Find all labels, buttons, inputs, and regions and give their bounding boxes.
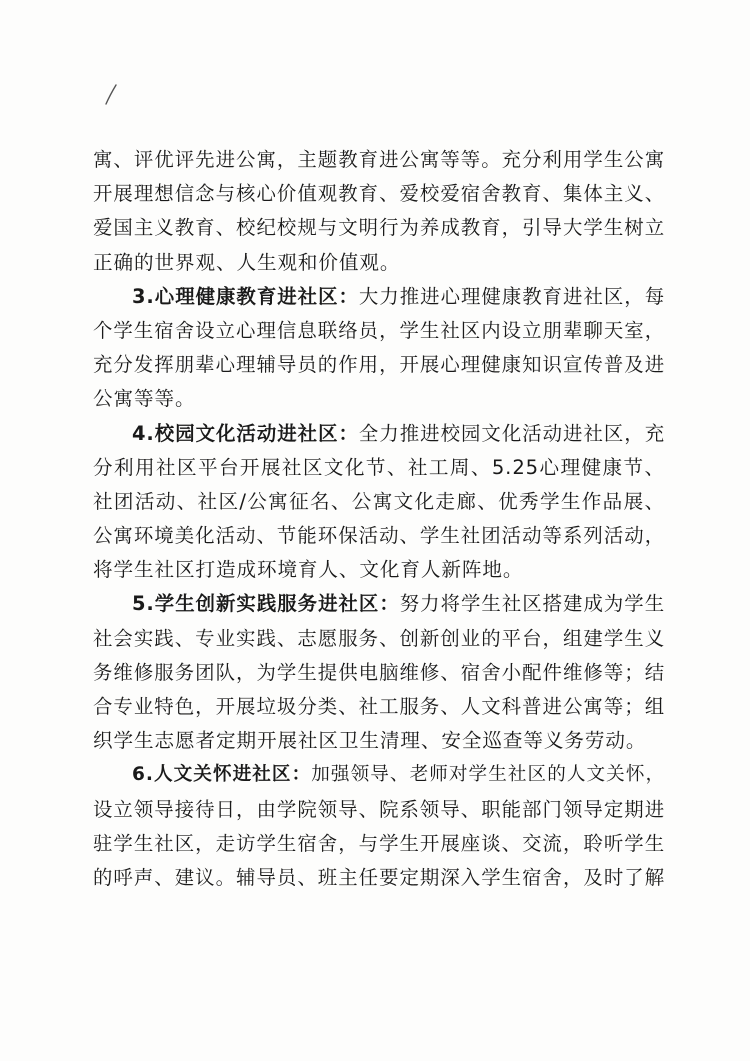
line-text: 社会实践、专业实践、志愿服务、创新创业的平台，组建学生义 bbox=[93, 626, 665, 650]
section-heading: 3.心理健康教育进社区： bbox=[132, 284, 359, 308]
line-text: 个学生宿舍设立心理信息联络员，学生社区内设立朋辈聊天室， bbox=[93, 318, 665, 342]
line-text: 驻学生社区，走访学生宿舍，与学生开展座谈、交流，聆听学生 bbox=[93, 831, 665, 855]
text-line bbox=[93, 314, 665, 348]
line-text: 设立领导接待日，由学院领导、院系领导、职能部门领导定期进 bbox=[93, 797, 665, 821]
line-text: 全力推进校园文化活动进社区，充 bbox=[358, 421, 665, 445]
line-text: 加强领导、老师对学生社区的人文关怀， bbox=[311, 764, 665, 786]
line-text: 务维修服务团队，为学生提供电脑维修、宿舍小配件维修等；结 bbox=[93, 660, 665, 684]
line-text: 公寓环境美化活动、节能环保活动、学生社团活动等系列活动， bbox=[93, 524, 665, 548]
line-text: 分利用社区平台开展社区文化节、社工周、5.25心理健康节、 bbox=[93, 455, 665, 479]
text-line bbox=[93, 724, 665, 758]
line-text: 织学生志愿者定期开展社区卫生清理、安全巡查等义务劳动。 bbox=[93, 729, 647, 753]
text-line bbox=[93, 177, 665, 211]
paragraph-heading-line bbox=[93, 417, 665, 451]
line-text: 将学生社区打造成环境育人、文化育人新阵地。 bbox=[93, 558, 524, 582]
line-text: 开展理想信念与核心价值观教育、爱校爱宿舍教育、集体主义、 bbox=[93, 182, 665, 206]
line-text: 的呼声、建议。辅导员、班主任要定期深入学生宿舍，及时了解 bbox=[93, 865, 665, 889]
line-text: 合专业特色，开展垃圾分类、社工服务、人文科普进公寓等；组 bbox=[93, 695, 665, 718]
text-line bbox=[93, 348, 665, 382]
pen-mark bbox=[104, 84, 118, 106]
line-text: 充分发挥朋辈心理辅导员的作用，开展心理健康知识宣传普及进 bbox=[93, 353, 665, 377]
text-line bbox=[93, 382, 665, 416]
section-heading: 5.学生创新实践服务进社区： bbox=[132, 592, 400, 616]
text-line bbox=[93, 622, 665, 656]
text-line bbox=[93, 690, 665, 724]
line-text: 社团活动、社区/公寓征名、公寓文化走廊、优秀学生作品展、 bbox=[93, 489, 665, 513]
text-line bbox=[93, 143, 665, 177]
line-text: 正确的世界观、人生观和价值观。 bbox=[93, 250, 401, 274]
text-line bbox=[93, 485, 665, 519]
line-text: 爱国主义教育、校纪校规与文明行为养成教育，引导大学生树立 bbox=[93, 216, 665, 240]
text-line bbox=[93, 827, 665, 861]
text-line bbox=[93, 553, 665, 587]
paragraph-heading-line bbox=[93, 280, 665, 314]
text-line bbox=[93, 246, 665, 280]
line-text: 努力将学生社区搭建成为学生 bbox=[399, 592, 665, 616]
text-line bbox=[93, 519, 665, 553]
text-line bbox=[93, 861, 665, 895]
section-heading: 6.人文关怀进社区： bbox=[132, 764, 312, 786]
line-text: 公寓等等。 bbox=[93, 387, 196, 411]
text-line bbox=[93, 656, 665, 690]
paragraph-heading-line bbox=[93, 758, 665, 792]
line-text: 寓、评优评先进公寓，主题教育进公寓等等。充分利用学生公寓 bbox=[93, 148, 665, 171]
text-line bbox=[93, 793, 665, 827]
line-text: 大力推进心理健康教育进社区，每 bbox=[358, 284, 665, 308]
paragraph-heading-line bbox=[93, 587, 665, 621]
text-line bbox=[93, 451, 665, 485]
text-line bbox=[93, 211, 665, 245]
body-text bbox=[93, 143, 665, 895]
section-heading: 4.校园文化活动进社区： bbox=[132, 421, 359, 445]
